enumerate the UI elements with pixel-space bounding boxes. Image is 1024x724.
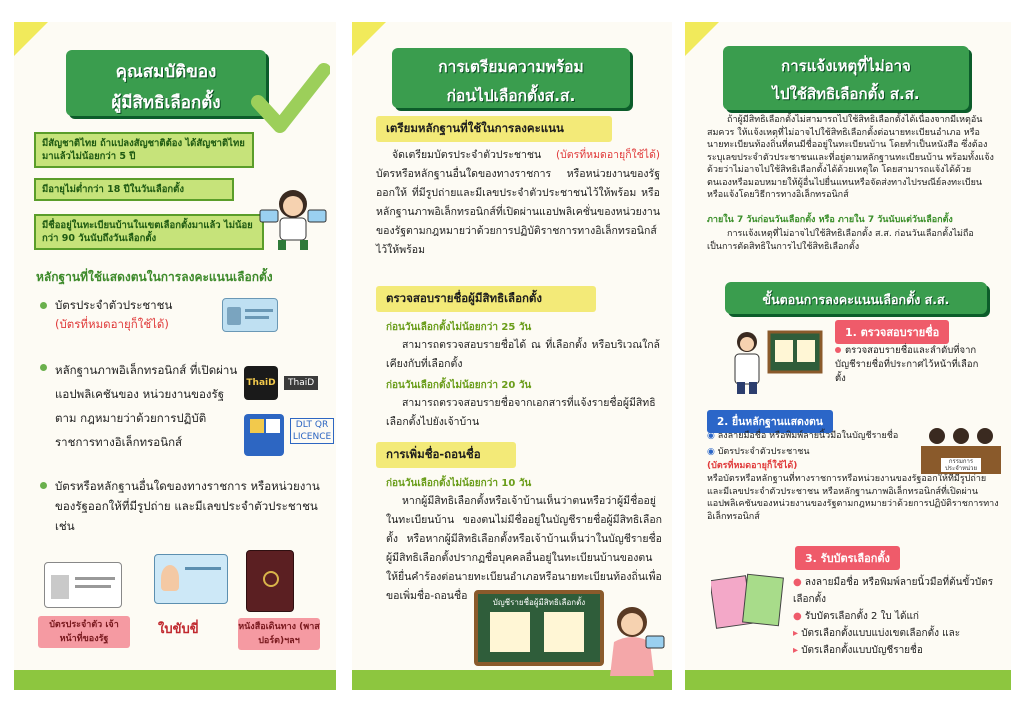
officer-card-caption: บัตรประจำตัว เจ้าหน้าที่ของรัฐ — [38, 616, 130, 648]
panel-title-banner — [66, 50, 266, 116]
evidence-id-card-note: (บัตรที่หมดอายุก็ใช้ได้) — [55, 317, 169, 331]
bullet-icon: ● — [793, 577, 805, 588]
driving-license-icon — [154, 554, 228, 604]
evidence-electronic-label: หลักฐานภาพอิเล็กทรอนิกส์ ที่เปิดผ่านแอปพลิเคชันของ หน่วยงานของรัฐตาม กฎหมายว่าด้วยการปฏิบัติ ราชการทางอิเล็กทรอนิกส์ — [55, 363, 238, 449]
step-2-label: 2. ยื่นหลักฐานแสดงตน — [707, 410, 833, 433]
check-list-text-25: สามารถตรวจสอบรายชื่อได้ ณ ที่เลือกตั้ง หรือบริเวณใกล้เคียงกับที่เลือกตั้ง — [386, 339, 660, 370]
step-3-label: 3. รับบัตรเลือกตั้ง — [795, 546, 900, 570]
qualification-nationality: มีสัญชาติไทย ถ้าแปลงสัญชาติต้อง ได้สัญชาติไทยมาแล้วไม่น้อยกว่า 5 ปี — [34, 132, 254, 168]
panel-title-line1: คุณสมบัติของ — [115, 62, 217, 82]
prepare-evidence-text — [376, 146, 660, 260]
bottom-band — [685, 670, 1011, 690]
bullet-icon — [40, 364, 47, 371]
panel-preparation — [352, 22, 672, 690]
bullet-icon — [40, 302, 47, 309]
section-prepare-evidence: เตรียมหลักฐานที่ใช้ในการลงคะแนน — [376, 116, 612, 142]
prepare-evidence-text-red: (บัตรที่หมดอายุก็ใช้ได้) — [556, 149, 660, 161]
thaid-app-label: ThaiD — [284, 376, 318, 390]
add-remove-text: หากผู้มีสิทธิเลือกตั้งหรือเจ้าบ้านเห็นว่าตนหรือว่าผู้มีชื่ออยู่ในทะเบียนบ้าน ของตนไม่มีชื่ออยู่ในบัญชีรายชื่อผู้มีสิทธิเลือกตั้ง หรือหากผู้มีสิทธิเลือกตั้งหรือเจ้าบ้านเห็นว่าในบัญชีรายชื่อผู้มีสิทธิเลือกตั้งปรากฏชื่อบุคคลอื่นอยู่ในทะเบียนบ้านของตนให้ยื่นคำร้องต่อนายทะเบียนอำเภอหรือนายทะเบียนท้องถิ่นเพื่อขอเพิ่มชื่อ-ถอนชื่อ — [386, 495, 662, 602]
arrow-icon: ▸ — [793, 645, 802, 656]
bullet-icon: ◉ — [707, 447, 718, 457]
girl-holding-cards-icon — [258, 182, 328, 252]
voter-list-board-icon — [474, 590, 604, 666]
evidence-other-label: บัตรหรือหลักฐานอื่นใดของทางราชการ หรือหน่วยงานของรัฐออกให้ที่มีรูปถ่าย และมีเลขประจำตัวประชาชน เช่น — [55, 479, 320, 533]
bullet-icon: ◉ — [707, 431, 718, 441]
section-check-voter-list: ตรวจสอบรายชื่อผู้มีสิทธิเลือกตั้ง — [376, 286, 596, 312]
man-at-board-icon — [725, 324, 825, 396]
prepare-evidence-text-b: บัตรหรือหลักฐานอื่นใดของทางราชการ หรือหน่วยงานของรัฐออกให้ ที่มีรูปถ่ายและมีเลขประจำตัวประชาชนไว้ให้พร้อม หรือหลักฐานภาพอิเล็กทรอนิกส์ที่เปิดผ่านแอปพลิเคชั่นของหน่วยงานของรัฐตามกฎหมายว่าด้วยการปฏิบัติราชการทางอิเล็กทรอนิกส์ไว้ให้พร้อม — [376, 168, 661, 256]
checkmark-icon — [250, 60, 330, 140]
panel-title-line2: ก่อนไปเลือกตั้งส.ส. — [446, 87, 576, 105]
board-label: บัญชีรายชื่อผู้มีสิทธิเลือกตั้ง — [492, 598, 586, 607]
bullet-icon: ● — [793, 611, 805, 622]
driving-license-caption: ใบขับขี่ — [158, 622, 199, 637]
step-3-item-3: บัตรเลือกตั้งแบบแบ่งเขตเลือกตั้ง และ — [801, 628, 961, 639]
notify-deadline: ภายใน 7 วันก่อนวันเลือกตั้ง หรือ ภายใน 7 วันนับแต่วันเลือกตั้ง — [707, 215, 953, 225]
qualification-age: มีอายุไม่ต่ำกว่า 18 ปีในวันเลือกตั้ง — [34, 178, 234, 201]
step-1-text-body: ตรวจสอบรายชื่อและลำดับที่จากบัญชีรายชื่อที่ประกาศไว้หน้าที่เลือกตั้ง — [835, 345, 979, 384]
step-3-item-4: บัตรเลือกตั้งแบบบัญชีรายชื่อ — [801, 645, 923, 656]
officer-card-icon — [44, 562, 122, 608]
panel-title-line2: ผู้มีสิทธิเลือกตั้ง — [111, 93, 221, 113]
bullet-icon — [40, 482, 47, 489]
section-add-remove-name: การเพิ่มชื่อ-ถอนชื่อ — [376, 442, 516, 468]
check-list-text-20: สามารถตรวจสอบรายชื่อจากเอกสารที่แจ้งรายชื่อผู้มีสิทธิเลือกตั้งไปยังเจ้าบ้าน — [386, 397, 656, 428]
add-remove-deadline: ก่อนวันเลือกตั้งไม่น้อยกว่า 10 วัน — [386, 478, 532, 489]
prepare-evidence-text-a: จัดเตรียมบัตรประจำตัวประชาชน — [392, 149, 542, 161]
corner-decoration — [352, 22, 386, 56]
passport-icon — [246, 550, 294, 612]
corner-decoration — [685, 22, 719, 56]
thaid-app-icon: ThaiD — [244, 366, 278, 400]
step-2-item-2-text: บัตรประจำตัวประชาชน — [717, 447, 810, 457]
panel-title-line1: การแจ้งเหตุที่ไม่อาจ — [781, 57, 911, 75]
dlt-qr-app-icon — [244, 414, 284, 456]
step-3-item-2: รับบัตรเลือกตั้ง 2 ใบ ได้แก่ — [804, 611, 919, 622]
panel-notify-and-procedure — [685, 22, 1011, 690]
ballot-papers-icon — [711, 570, 787, 630]
step-3-items — [793, 574, 1003, 659]
step-1-label: 1. ตรวจสอบรายชื่อ — [835, 320, 949, 344]
step-2-item-1-text: ลงลายมือชื่อ หรือพิมพ์ลายนิ้วมือในบัญชีรายชื่อ — [717, 431, 899, 441]
dlt-qr-app-label: DLT QR LICENCE — [290, 418, 334, 444]
bottom-band — [14, 670, 336, 690]
notify-text: ถ้าผู้มีสิทธิเลือกตั้งไม่สามารถไปใช้สิทธิเลือกตั้งได้เนื่องจากมีเหตุอันสมควร ให้แจ้งเหตุที่ไม่อาจไปใช้สิทธิเลือกตั้งต่อนายทะเบียนอำเภอ หรือนายทะเบียนท้องถิ่นที่ตนมีชื่ออยู่ในทะเบียนบ้าน โดยทำเป็นหนังสือ ซึ่งต้องระบุเลขประจำตัวประชาชนและที่อยู่ตามหลักฐานทะเบียนบ้าน พร้อมทั้งแจ้งด้วยว่าไม่อาจไปใช้สิทธิเลือกตั้งได้ด้วยเหตุใด โดยสามารถแจ้งได้ด้วยตนเองหรือมอบหมายให้ผู้อื่นไปยื่นแทนหรือจัดส่งทางไปรษณีย์ลงทะเบียน หรือแจ้งโดยวิธีการทางอิเล็กทรอนิกส์ — [707, 115, 994, 200]
check-list-deadline-20: ก่อนวันเลือกตั้งไม่น้อยกว่า 20 วัน — [386, 380, 532, 391]
panel-title-banner — [723, 46, 969, 110]
arrow-icon: ▸ — [793, 628, 802, 639]
step-2-note: (บัตรที่หมดอายุก็ใช้ได้) — [707, 461, 798, 471]
passport-caption: หนังสือเดินทาง (พาสปอร์ต)ฯลฯ — [238, 618, 320, 650]
desk-label: กรรมการประจำหน่วย — [941, 458, 981, 472]
evidence-item-other — [40, 476, 330, 536]
evidence-item-electronic — [40, 358, 240, 454]
corner-decoration — [14, 22, 48, 56]
panel-title-line1: การเตรียมความพร้อม — [438, 58, 584, 76]
evidence-id-card-label: บัตรประจำตัวประชาชน — [55, 298, 173, 312]
step-1-text — [835, 344, 985, 386]
procedure-title-banner — [725, 282, 987, 314]
step-2-item-1 — [707, 430, 947, 443]
step-2-text: หรือบัตรหรือหลักฐานที่ทางราชการหรือหน่วยงานของรัฐออกให้ที่มีรูปถ่ายและมีเลขประจำตัวประชาชน หรือหลักฐานภาพอิเล็กทรอนิกส์ที่เปิดผ่านแอปพลิเคชันของหน่วยงานของรัฐตามกฎหมายว่าด้วยการปฏิบัติราชการทางอิเล็กทรอนิกส์ — [707, 474, 999, 522]
panel-title-banner — [392, 48, 630, 108]
step-2-item-2 — [707, 446, 907, 459]
qualification-residence: มีชื่ออยู่ในทะเบียนบ้านในเขตเลือกตั้งมาแล้ว ไม่น้อยกว่า 90 วันนับถึงวันเลือกตั้ง — [34, 214, 264, 250]
id-card-icon — [222, 298, 278, 332]
notify-text-2: การแจ้งเหตุที่ไม่อาจไปใช้สิทธิเลือกตั้ง ส.ส. ก่อนวันเลือกตั้งไม่ถือเป็นการตัดสิทธิในการไปใช้สิทธิเลือกตั้ง — [707, 229, 974, 252]
evidence-heading: หลักฐานที่ใช้แสดงตนในการลงคะแนนเลือกตั้ง — [36, 270, 273, 284]
evidence-item-id-card — [40, 296, 220, 334]
check-list-deadline-25: ก่อนวันเลือกตั้งไม่น้อยกว่า 25 วัน — [386, 322, 532, 333]
panel-title-line2: ไปใช้สิทธิเลือกตั้ง ส.ส. — [772, 85, 920, 103]
panel-qualifications — [14, 22, 336, 690]
step-3-item-1: ลงลายมือชื่อ หรือพิมพ์ลายนิ้วมือที่ต้นขั้วบัตรเลือกตั้ง — [793, 577, 994, 605]
procedure-title: ขั้นตอนการลงคะแนนเลือกตั้ง ส.ส. — [762, 292, 950, 307]
bullet-icon — [835, 347, 841, 353]
girl-with-card-icon — [602, 602, 666, 682]
